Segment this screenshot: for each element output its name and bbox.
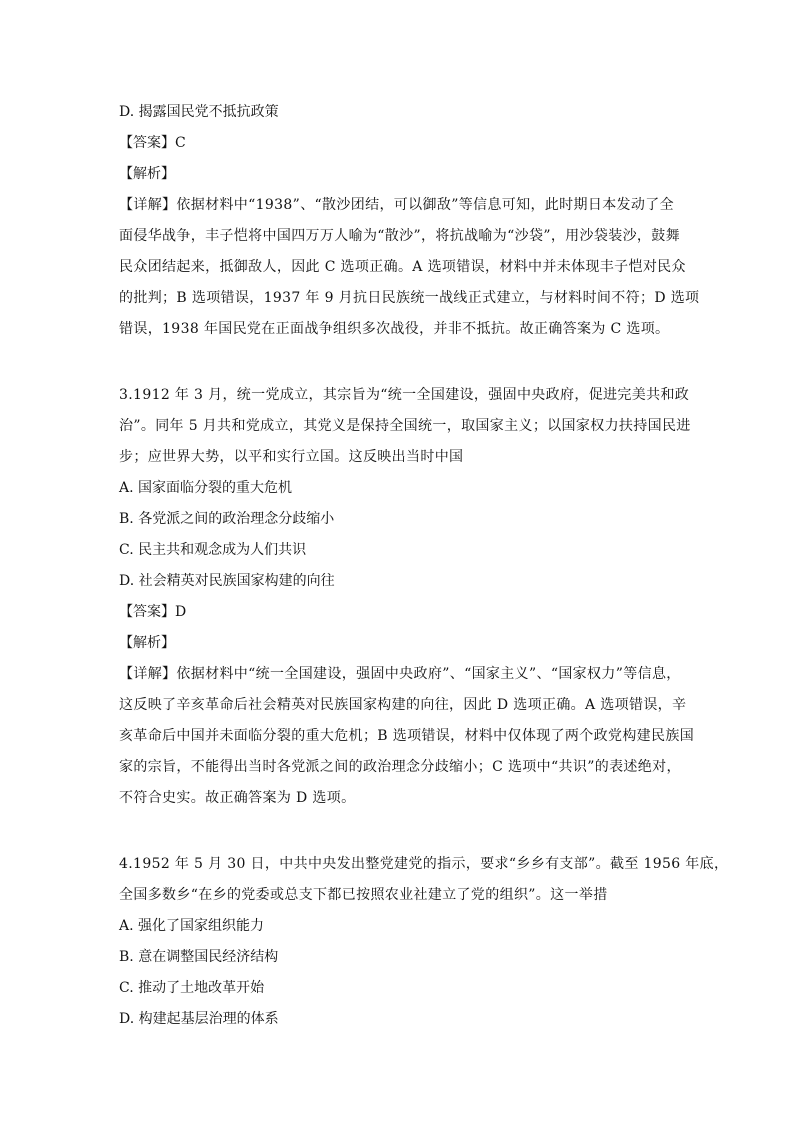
q4-stem-line: 4.1952 年 5 月 30 日，中共中央发出整党建党的指示，要求“乡乡有支部”。截至 1956 年底，: [119, 856, 729, 872]
q3-option-d: D. 社会精英对民族国家构建的向往: [119, 573, 335, 589]
q3-stem-line: 3.1912 年 3 月，统一党成立，其宗旨为“统一全国建设，强固中央政府，促进完美共和政: [119, 387, 690, 403]
q4-stem-line: 全国多数乡“在乡的党委或总支下都已按照农业社建立了党的组织”。这一举措: [119, 887, 608, 903]
q2-detail-line: 【详解】依据材料中“1938”、“散沙团结，可以御敌”等信息可知，此时期日本发动了全: [119, 197, 674, 213]
q3-stem-line: 治”。同年 5 月共和党成立，其党义是保持全国统一，取国家主义；以国家权力扶持国民进: [119, 418, 691, 434]
q3-answer: 【答案】D: [119, 604, 187, 620]
q3-detail-line: 这反映了辛亥革命后社会精英对民族国家构建的向往，因此 D 选项正确。A 选项错误，辛: [119, 697, 687, 713]
q4-option-a: A. 强化了国家组织能力: [119, 918, 265, 934]
q3-option-a: A. 国家面临分裂的重大危机: [119, 480, 293, 496]
q2-detail-line: 民众团结起来，抵御敌人，因此 C 选项正确。A 选项错误，材料中并未体现丰子恺对民众: [119, 259, 686, 275]
q3-detail-line: 不符合史实。故正确答案为 D 选项。: [119, 790, 356, 806]
q3-analysis-label: 【解析】: [119, 635, 175, 651]
q2-answer: 【答案】C: [119, 135, 186, 151]
q3-option-b: B. 各党派之间的政治理念分歧缩小: [119, 511, 335, 527]
q4-option-c: C. 推动了土地改革开始: [119, 980, 265, 996]
q4-option-b: B. 意在调整国民经济结构: [119, 949, 279, 965]
q2-option-d: D. 揭露国民党不抵抗政策: [119, 104, 279, 120]
q3-detail-line: 【详解】依据材料中“统一全国建设，强固中央政府”、“国家主义”、“国家权力”等信息，: [119, 666, 681, 682]
q3-detail-line: 亥革命后中国并未面临分裂的重大危机；B 选项错误，材料中仅体现了两个政党构建民族国: [119, 728, 695, 744]
q2-detail-line: 面侵华战争，丰子恺将中国四万万人喻为“散沙”，将抗战喻为“沙袋”，用沙袋装沙，鼓舞: [119, 228, 680, 244]
q3-detail-line: 家的宗旨，不能得出当时各党派之间的政治理念分歧缩小；C 选项中“共识”的表述绝对，: [119, 759, 681, 775]
q3-option-c: C. 民主共和观念成为人们共识: [119, 542, 307, 558]
q4-option-d: D. 构建起基层治理的体系: [119, 1011, 279, 1027]
q2-detail-line: 错误，1938 年国民党在正面战争组织多次战役，并非不抵抗。故正确答案为 C 选项。: [119, 321, 670, 337]
q2-detail-line: 的批判；B 选项错误，1937 年 9 月抗日民族统一战线正式建立，与材料时间不符；D 选项: [119, 290, 700, 306]
q2-analysis-label: 【解析】: [119, 166, 175, 182]
q3-stem-line: 步；应世界大势，以平和实行立国。这反映出当时中国: [119, 449, 464, 465]
